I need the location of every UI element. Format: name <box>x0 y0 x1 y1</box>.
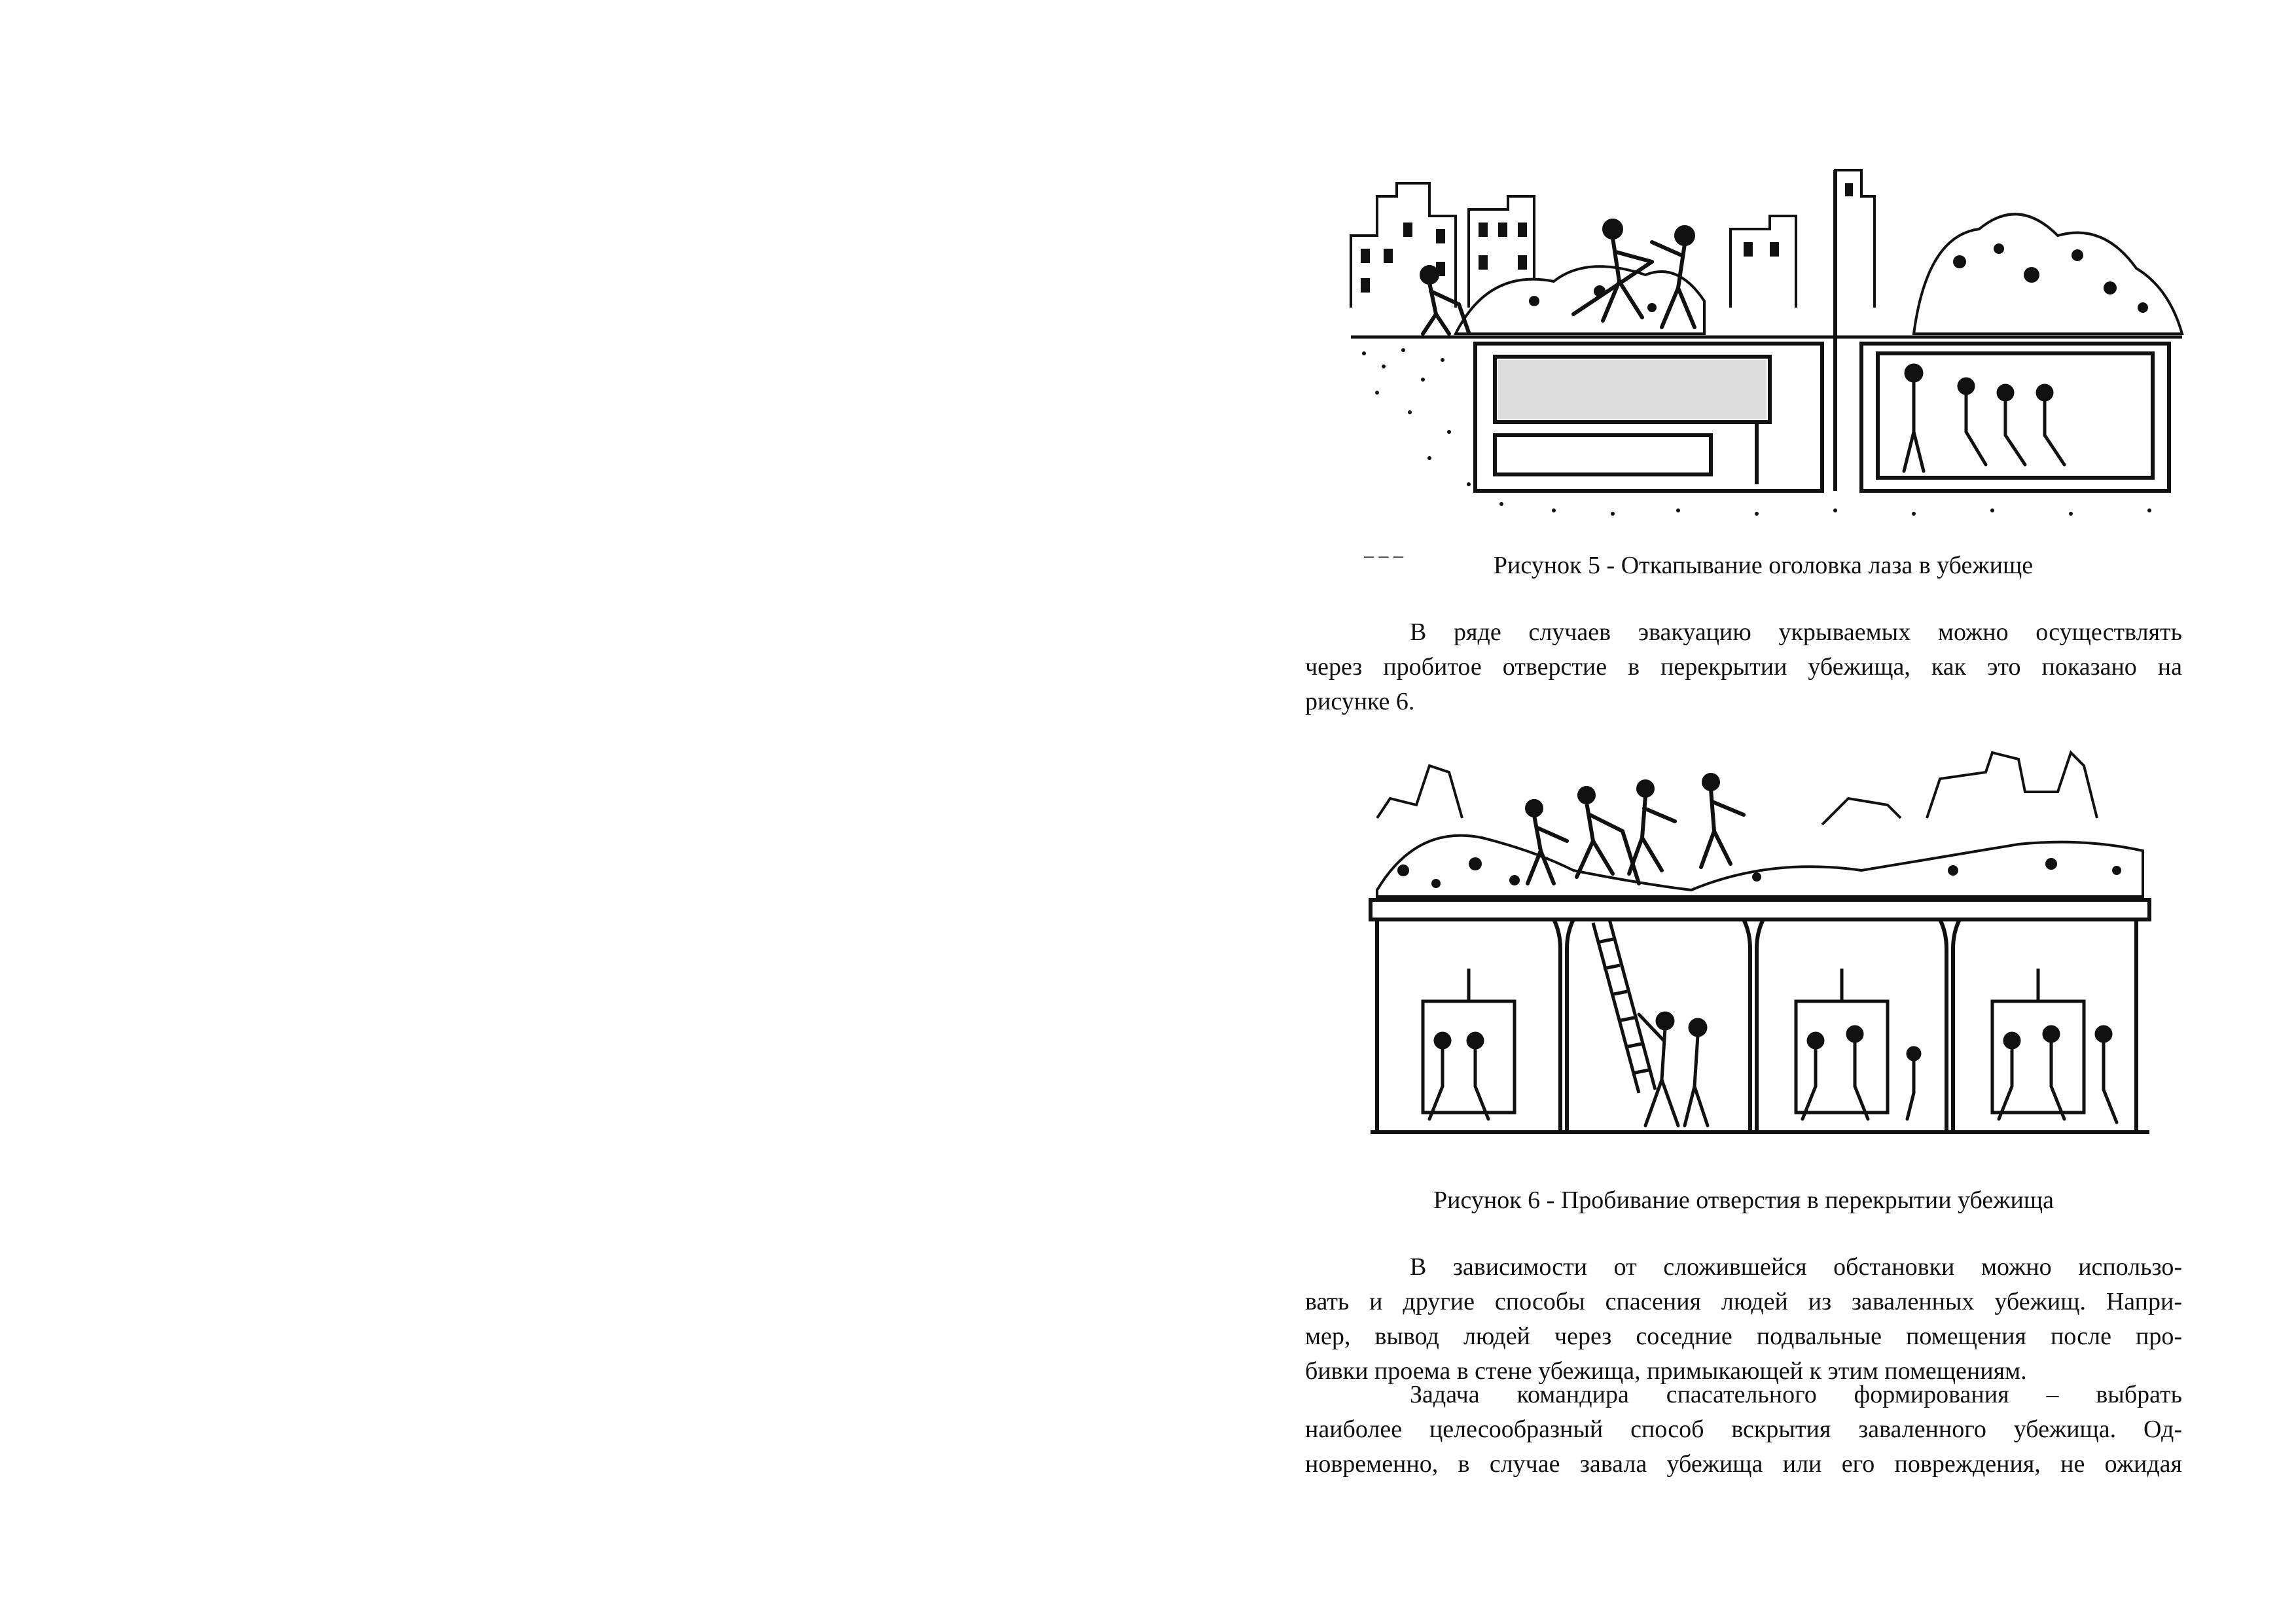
paragraph-line: В ряде случаев эвакуацию укрываемых можно осуществлять <box>1410 618 2182 646</box>
paragraph-line: через пробитое отверстие в перекрытии убежища, как это показано на <box>1305 653 2182 681</box>
paragraph-commander-task <box>1305 1378 2182 1482</box>
paragraph-line: наиболее целесообразный способ вскрытия заваленного убежища. Од- <box>1305 1416 2182 1443</box>
scan-artifact-dashes: ‒ ‒ ‒ <box>1364 544 1403 566</box>
figure-6-illustration <box>1364 726 2156 1145</box>
paragraph-evacuation-through-hole <box>1305 615 2182 719</box>
right-page <box>1148 0 2296 1623</box>
paragraph-line: вать и другие способы спасения людей из заваленных убежищ. Напри- <box>1305 1288 2182 1315</box>
figure-5-illustration <box>1338 157 2189 537</box>
paragraph-line: бивки проема в стене убежища, примыкающей к этим помещениям. <box>1305 1357 2027 1385</box>
paragraph-other-rescue-methods <box>1305 1250 2182 1389</box>
figure-5-caption: Рисунок 5 - Откапывание оголовка лаза в убежище <box>1493 552 2034 579</box>
paragraph-line: мер, вывод людей через соседние подвальные помещения после про- <box>1305 1323 2182 1350</box>
figure-6-caption: Рисунок 6 - Пробивание отверстия в перекрытии убежища <box>1433 1186 2054 1214</box>
paragraph-line: новременно, в случае завала убежища или его повреждения, не ожидая <box>1305 1450 2182 1478</box>
paragraph-line: Задача командира спасательного формирования – выбрать <box>1410 1381 2182 1408</box>
paragraph-line: рисунке 6. <box>1305 688 1415 715</box>
paragraph-line: В зависимости от сложившейся обстановки можно использо- <box>1410 1253 2182 1281</box>
